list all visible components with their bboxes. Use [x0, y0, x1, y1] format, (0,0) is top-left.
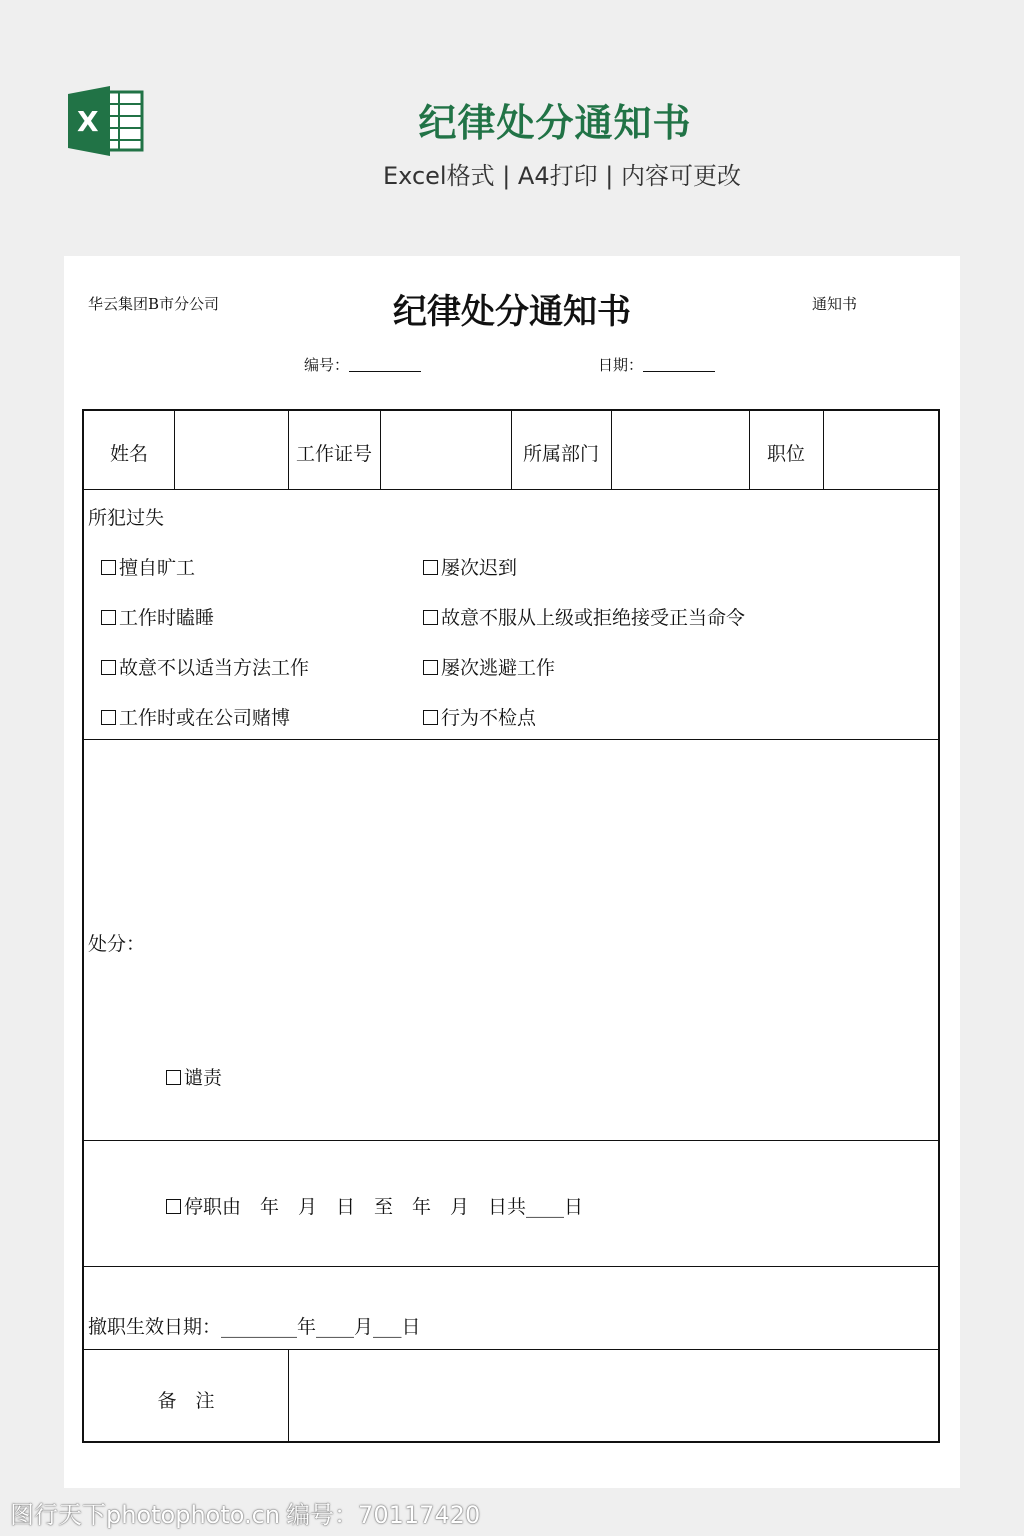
offense-title: 所犯过失 [88, 507, 165, 529]
row-divider [84, 1140, 938, 1141]
offense-label: 故意不服从上级或拒绝接受正当命令 [441, 607, 746, 629]
suspension-option[interactable] [166, 1192, 583, 1219]
offense-label: 故意不以适当方法工作 [119, 657, 310, 679]
position-label: 职位 [766, 443, 805, 465]
offense-label: 工作时或在公司赌博 [119, 707, 291, 729]
position-value-cell[interactable] [824, 411, 940, 488]
number-field[interactable] [304, 354, 421, 375]
date-label: 日期： [598, 356, 644, 374]
remarks-value-cell[interactable] [289, 1350, 940, 1442]
document-type: 通知书 [812, 295, 858, 313]
watermark [10, 1495, 480, 1530]
offense-option[interactable] [101, 553, 195, 580]
offense-option[interactable] [101, 703, 290, 730]
offense-option[interactable] [101, 653, 309, 680]
department-value-cell[interactable] [612, 411, 749, 488]
offense-option[interactable] [423, 603, 745, 630]
checkbox[interactable] [166, 1199, 181, 1214]
offense-label: 工作时瞌睡 [119, 607, 215, 629]
checkbox[interactable] [423, 710, 438, 725]
checkbox[interactable] [166, 1070, 181, 1085]
checkbox[interactable] [101, 660, 116, 675]
employee-id-value-cell[interactable] [381, 411, 511, 488]
row-divider [84, 739, 938, 740]
checkbox[interactable] [423, 610, 438, 625]
number-label: 编号： [304, 356, 350, 374]
number-blank[interactable] [349, 357, 421, 372]
employee-id-label: 工作证号 [295, 443, 372, 465]
checkbox[interactable] [423, 560, 438, 575]
remarks-label: 备 注 [157, 1390, 215, 1412]
dismissal-date-line[interactable]: 撤职生效日期：________年____月___日 [88, 1316, 421, 1338]
discipline-form [82, 409, 940, 1443]
reprimand-label: 谴责 [184, 1067, 223, 1089]
checkbox[interactable] [101, 560, 116, 575]
company-name: 华云集团B市分公司 [88, 295, 220, 313]
watermark-id: 编号：70117420 [286, 1501, 481, 1529]
promo-title: 纪律处分通知书 [418, 101, 692, 145]
checkbox[interactable] [101, 610, 116, 625]
offense-label: 擅自旷工 [119, 557, 196, 579]
date-blank[interactable] [643, 357, 715, 372]
suspension-label: 停职由 年 月 日 至 年 月 日共____日 [184, 1196, 584, 1218]
offense-option[interactable] [101, 603, 214, 630]
row-divider [84, 489, 938, 490]
document-title: 纪律处分通知书 [393, 292, 631, 332]
offense-label: 行为不检点 [441, 707, 537, 729]
document-sheet [64, 256, 960, 1488]
department-label: 所属部门 [522, 443, 599, 465]
date-field[interactable] [598, 354, 715, 375]
offense-option[interactable] [423, 653, 555, 680]
excel-logo-letter: X [77, 105, 99, 138]
watermark-site: 图行天下photophoto.cn [10, 1501, 281, 1529]
offense-label: 屡次逃避工作 [441, 657, 556, 679]
promo-subtitle: Excel格式 | A4打印 | 内容可更改 [383, 162, 741, 190]
offense-label: 屡次迟到 [441, 557, 518, 579]
offense-option[interactable] [423, 553, 517, 580]
name-value-cell[interactable] [175, 411, 288, 488]
offense-option[interactable] [423, 703, 536, 730]
reprimand-option[interactable] [166, 1063, 222, 1090]
punishment-label: 处分： [88, 933, 146, 955]
row-divider [84, 1266, 938, 1267]
checkbox[interactable] [423, 660, 438, 675]
name-label: 姓名 [109, 443, 148, 465]
checkbox[interactable] [101, 710, 116, 725]
